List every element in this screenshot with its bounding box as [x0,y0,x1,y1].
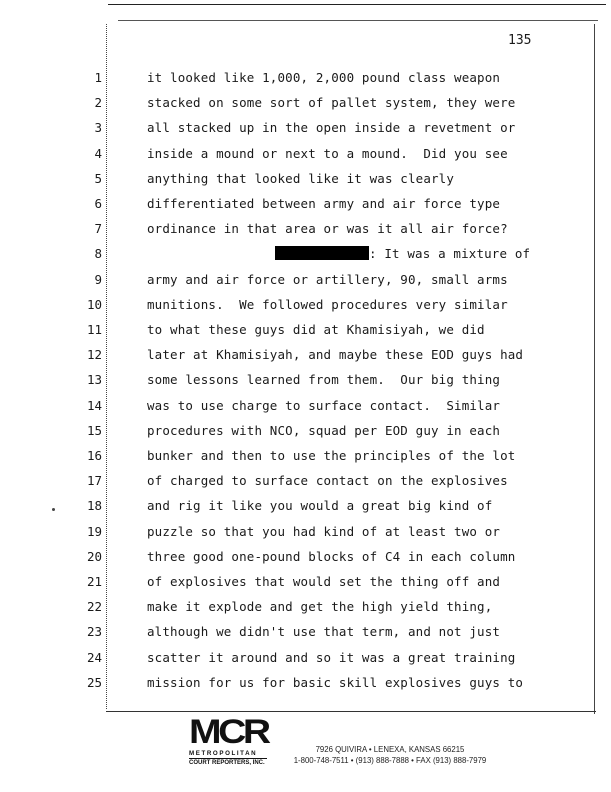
page-number: 135 [508,33,532,48]
transcript-line [0,524,600,549]
transcript-line [0,146,600,171]
line-text: inside a mound or next to a mound. Did you see [147,145,508,161]
line-number: 25 [86,674,102,690]
line-text: all stacked up in the open inside a revetment or [147,120,516,136]
line-number: 17 [86,473,102,489]
line-number: 21 [86,574,102,589]
line-text: and rig it like you would a great big kind of [147,498,493,514]
transcript-line [0,372,600,397]
line-number: 13 [86,372,102,388]
line-number: 11 [86,322,102,337]
line-number: 9 [94,271,102,287]
transcript-line [0,272,600,297]
transcript-line [0,246,600,271]
line-number: 8 [94,246,102,262]
transcript-line [0,650,600,675]
line-text: procedures with NCO, squad per EOD guy in each [147,422,501,438]
line-text-after-redaction: : It was a mixture of [369,246,531,262]
line-text: later at Khamisiyah, and maybe these EOD guys had [147,347,524,363]
line-number: 14 [86,397,102,413]
line-number: 6 [94,196,102,211]
transcript-line [0,398,600,423]
transcript-line [0,171,600,196]
line-text: to what these guys did at Khamisiyah, we did [147,322,485,337]
line-number: 12 [86,347,102,363]
line-text: was to use charge to surface contact. Similar [147,397,501,413]
line-text: make it explode and get the high yield thing, [147,599,493,615]
line-number: 2 [94,95,102,111]
top-border-line [108,4,606,5]
transcript-line [0,297,600,322]
footer-address: 7926 QUIVIRA • LENEXA, KANSAS 66215 [315,745,465,754]
logo-company-line1: METROPOLITAN [189,750,258,757]
line-number: 22 [86,599,102,615]
transcript-line [0,70,600,95]
line-number: 5 [94,170,102,186]
transcript-line [0,347,600,372]
line-text: army and air force or artillery, 90, small arms [147,271,508,287]
line-number: 18 [86,498,102,514]
line-text: puzzle so that you had kind of at least two or [147,523,501,539]
transcript-line [0,221,600,246]
line-text: of charged to surface contact on the explosives [147,473,508,489]
line-text: scatter it around and so it was a great training [147,649,516,665]
line-text: bunker and then to use the principles of the lot [147,448,516,463]
line-text [147,246,530,261]
line-number: 24 [86,649,102,665]
scan-speck [52,508,55,511]
transcript-line [0,549,600,574]
line-text: three good one-pound blocks of C4 in each column [147,548,516,564]
line-text: of explosives that would set the thing off and [147,574,501,589]
line-text: mission for us for basic skill explosives guys to [147,674,524,690]
line-number: 19 [86,523,102,539]
line-text: munitions. We followed procedures very similar [147,296,508,312]
transcript-line [0,624,600,649]
transcript-line [0,196,600,221]
transcript-line [0,95,600,120]
transcript-line [0,423,600,448]
line-number: 15 [86,422,102,438]
footer-address-block [283,745,497,767]
line-number: 16 [86,448,102,463]
line-number: 23 [86,624,102,640]
redaction-block [275,246,369,260]
transcript-line [0,120,600,145]
line-text: differentiated between army and air force type [147,196,501,211]
line-text: some lessons learned from them. Our big thing [147,372,501,388]
line-number: 1 [94,70,102,85]
line-number: 3 [94,120,102,136]
line-number: 20 [86,548,102,564]
footer-phones: 1-800-748-7511 • (913) 888-7888 • FAX (913) 888-7979 [293,756,487,765]
line-number: 7 [94,221,102,237]
transcript-line [0,322,600,347]
line-text: although we didn't use that term, and not just [147,624,501,640]
line-text: anything that looked like it was clearly [147,170,455,186]
line-text: stacked on some sort of pallet system, they were [147,95,516,111]
transcript-line [0,599,600,624]
transcript-line [0,473,600,498]
line-text: it looked like 1,000, 2,000 pound class weapon [147,70,501,85]
court-reporter-logo [189,713,268,766]
transcript-line [0,574,600,599]
line-number: 10 [86,296,102,312]
transcript-line [0,675,600,700]
transcript-line [0,498,600,523]
logo-company-line2: COURT REPORTERS, INC. [189,758,267,766]
logo-mark: MCR [189,713,268,751]
line-number: 4 [94,145,102,161]
transcript-line [0,448,600,473]
line-text: ordinance in that area or was it all air force? [147,221,508,237]
bottom-border-line [106,711,596,712]
top-border-line-2 [118,20,598,21]
